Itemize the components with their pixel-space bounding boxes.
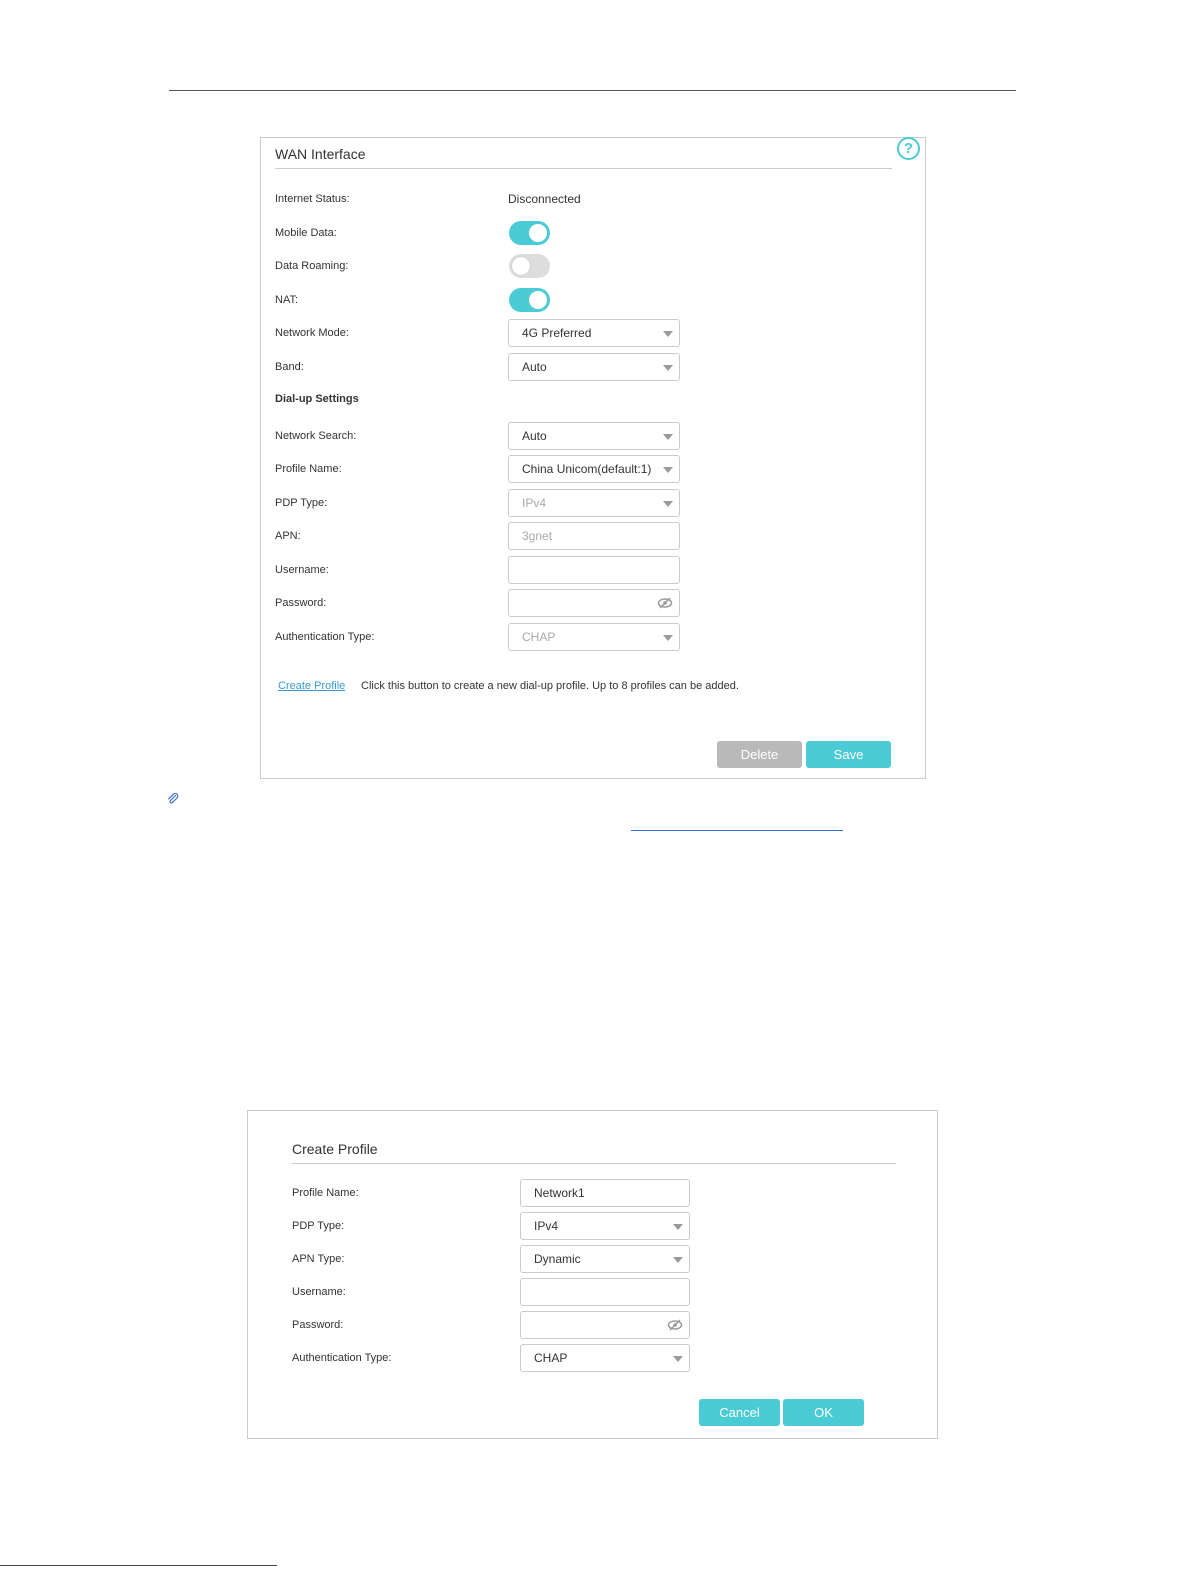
cp-password-row [248, 1311, 937, 1339]
cp-apn-type-value: Dynamic [534, 1252, 581, 1266]
delete-button[interactable]: Delete [717, 741, 802, 768]
profile-name-label: Profile Name: [275, 463, 342, 475]
internet-status-value: Disconnected [508, 192, 581, 206]
apn-label: APN: [275, 530, 301, 542]
profile-name-row [261, 455, 925, 483]
cp-auth-type-label: Authentication Type: [292, 1352, 392, 1364]
nat-label: NAT: [275, 294, 299, 306]
ok-button[interactable]: OK [783, 1399, 864, 1426]
cp-password-field[interactable] [520, 1311, 690, 1339]
network-mode-row [261, 319, 925, 347]
create-profile-title: Create Profile [292, 1141, 378, 1157]
chevron-down-icon [663, 467, 673, 473]
pdp-type-row [261, 489, 925, 517]
apn-field [508, 522, 680, 550]
nat-row [261, 286, 925, 314]
network-search-label: Network Search: [275, 430, 357, 442]
chevron-down-icon [663, 501, 673, 507]
cp-profile-name-row [248, 1179, 937, 1207]
cp-password-label: Password: [292, 1319, 344, 1331]
cp-pdp-type-select[interactable] [520, 1212, 690, 1240]
chevron-down-icon [673, 1224, 683, 1230]
chevron-down-icon [663, 365, 673, 371]
top-divider [169, 90, 1016, 91]
chevron-down-icon [673, 1257, 683, 1263]
cp-auth-type-value: CHAP [534, 1351, 568, 1365]
cp-pdp-type-value: IPv4 [534, 1219, 559, 1233]
username-label: Username: [275, 564, 329, 576]
username-field[interactable] [508, 556, 680, 584]
auth-type-label: Authentication Type: [275, 631, 375, 643]
create-profile-hint: Click this button to create a new dial-up profile. Up to 8 profiles can be added. [361, 680, 739, 692]
data-roaming-label: Data Roaming: [275, 260, 349, 272]
chevron-down-icon [663, 635, 673, 641]
mobile-data-toggle[interactable] [509, 221, 550, 245]
profile-name-select[interactable] [508, 455, 680, 483]
cp-username-field[interactable] [520, 1278, 690, 1306]
cp-pdp-type-row [248, 1212, 937, 1240]
network-mode-value: 4G Preferred [522, 326, 592, 340]
username-row [261, 556, 925, 584]
wan-interface-panel [260, 137, 926, 779]
pdp-type-value: IPv4 [522, 496, 547, 510]
band-value: Auto [522, 360, 547, 374]
toggle-knob [529, 224, 547, 242]
network-search-row [261, 422, 925, 450]
profile-name-value: China Unicom(default:1) [522, 462, 652, 476]
apn-row [261, 522, 925, 550]
network-mode-select[interactable] [508, 319, 680, 347]
save-button[interactable]: Save [806, 741, 891, 768]
band-row [261, 353, 925, 381]
dialup-settings-heading: Dial-up Settings [275, 393, 359, 405]
password-row [261, 589, 925, 617]
cp-profile-name-value: Network1 [534, 1186, 585, 1200]
create-profile-title-divider [292, 1163, 896, 1164]
cp-profile-name-field[interactable] [520, 1179, 690, 1207]
mobile-data-row [261, 219, 925, 247]
eye-off-icon[interactable] [657, 597, 673, 609]
data-roaming-toggle[interactable] [509, 254, 550, 278]
cp-pdp-type-label: PDP Type: [292, 1220, 345, 1232]
data-roaming-row [261, 252, 925, 280]
nat-toggle[interactable] [509, 288, 550, 312]
cp-username-label: Username: [292, 1286, 346, 1298]
auth-type-select [508, 623, 680, 651]
cancel-button[interactable]: Cancel [699, 1399, 780, 1426]
chevron-down-icon [663, 434, 673, 440]
create-profile-panel [247, 1110, 938, 1439]
eye-off-icon[interactable] [667, 1319, 683, 1331]
internet-status-label: Internet Status: [275, 193, 350, 205]
network-mode-label: Network Mode: [275, 327, 349, 339]
internet-status-row [261, 185, 925, 213]
paperclip-icon [167, 793, 179, 805]
cp-auth-type-row [248, 1344, 937, 1372]
cp-apn-type-label: APN Type: [292, 1253, 345, 1265]
auth-type-value: CHAP [522, 630, 556, 644]
wan-panel-title: WAN Interface [275, 146, 366, 162]
pdp-type-select [508, 489, 680, 517]
cp-apn-type-row [248, 1245, 937, 1273]
footer-divider [0, 1565, 277, 1566]
apn-value: 3gnet [522, 529, 553, 543]
auth-type-row [261, 623, 925, 651]
network-search-value: Auto [522, 429, 547, 443]
band-select[interactable] [508, 353, 680, 381]
password-label: Password: [275, 597, 327, 609]
network-search-select[interactable] [508, 422, 680, 450]
password-field[interactable] [508, 589, 680, 617]
create-profile-link[interactable]: Create Profile [278, 680, 346, 692]
chevron-down-icon [663, 331, 673, 337]
wan-title-divider [275, 168, 892, 169]
pdp-type-label: PDP Type: [275, 497, 328, 509]
link-underline [631, 830, 843, 831]
help-circle-icon[interactable]: ? [897, 137, 920, 160]
cp-username-row [248, 1278, 937, 1306]
toggle-knob [512, 257, 530, 275]
mobile-data-label: Mobile Data: [275, 227, 337, 239]
toggle-knob [529, 291, 547, 309]
cp-apn-type-select[interactable] [520, 1245, 690, 1273]
band-label: Band: [275, 361, 304, 373]
chevron-down-icon [673, 1356, 683, 1362]
cp-profile-name-label: Profile Name: [292, 1187, 359, 1199]
cp-auth-type-select[interactable] [520, 1344, 690, 1372]
